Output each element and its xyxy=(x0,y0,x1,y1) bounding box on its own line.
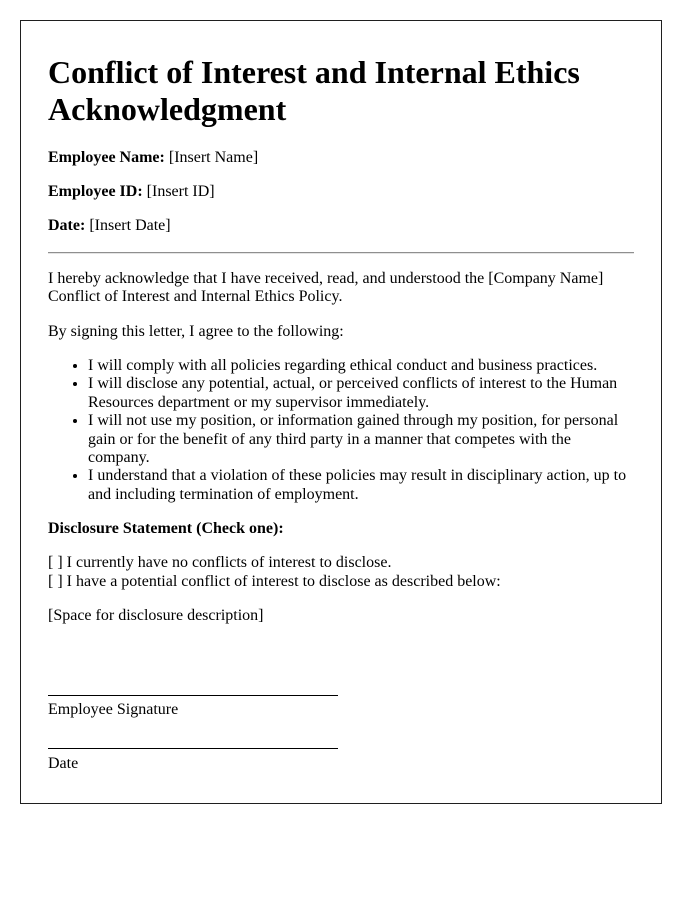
employee-name-label: Employee Name: xyxy=(48,148,165,166)
section-divider xyxy=(48,252,634,254)
agreement-item-disclose: • I will disclose any potential, actual, or perceived conflicts of interest to the Human Resources department or my supervisor immediately. xyxy=(88,375,634,412)
date-field xyxy=(48,217,634,235)
employee-id-field xyxy=(48,183,634,201)
disclosure-description-placeholder: [Space for disclosure description] xyxy=(48,607,264,625)
acknowledgment-intro: I hereby acknowledge that I have received, read, and understood the [Company Name] Conflict of Interest and Internal Ethics Policy. xyxy=(48,269,604,306)
date-field-label: Date: xyxy=(48,217,86,235)
signature-date-line xyxy=(48,735,338,749)
signature-date-block xyxy=(48,735,634,773)
document-title: Conflict of Interest and Internal Ethics Acknowledgment xyxy=(48,54,580,127)
checkbox-option-no-conflict: [ ] I currently have no conflicts of interest to disclose. xyxy=(48,554,392,572)
signature-date-label: Date xyxy=(48,754,79,772)
disclosure-options xyxy=(48,554,634,591)
checkbox-option-has-conflict: [ ] I have a potential conflict of interest to disclose as described below: xyxy=(48,572,501,590)
employee-name-value: [Insert Name] xyxy=(168,148,259,166)
agreement-item-violation: • I understand that a violation of these policies may result in disciplinary action, up to and including termination of employment. xyxy=(88,467,634,504)
agreement-lead: By signing this letter, I agree to the following: xyxy=(48,322,344,340)
signature-block xyxy=(48,682,634,720)
employee-id-label: Employee ID: xyxy=(48,182,143,200)
signature-label: Employee Signature xyxy=(48,701,179,719)
disclosure-heading: Disclosure Statement (Check one): xyxy=(48,520,284,538)
document-page xyxy=(20,20,662,804)
employee-name-field xyxy=(48,149,634,167)
agreement-item-comply: • I will comply with all policies regarding ethical conduct and business practices. xyxy=(88,357,634,375)
agreement-item-no-personal-gain: • I will not use my position, or information gained through my position, for personal gain or for the benefit of any third party in a manner that competes with the company. xyxy=(88,412,634,467)
date-field-value: [Insert Date] xyxy=(89,217,171,235)
employee-id-value: [Insert ID] xyxy=(146,182,215,200)
agreement-list xyxy=(48,357,634,504)
signature-line xyxy=(48,682,338,696)
